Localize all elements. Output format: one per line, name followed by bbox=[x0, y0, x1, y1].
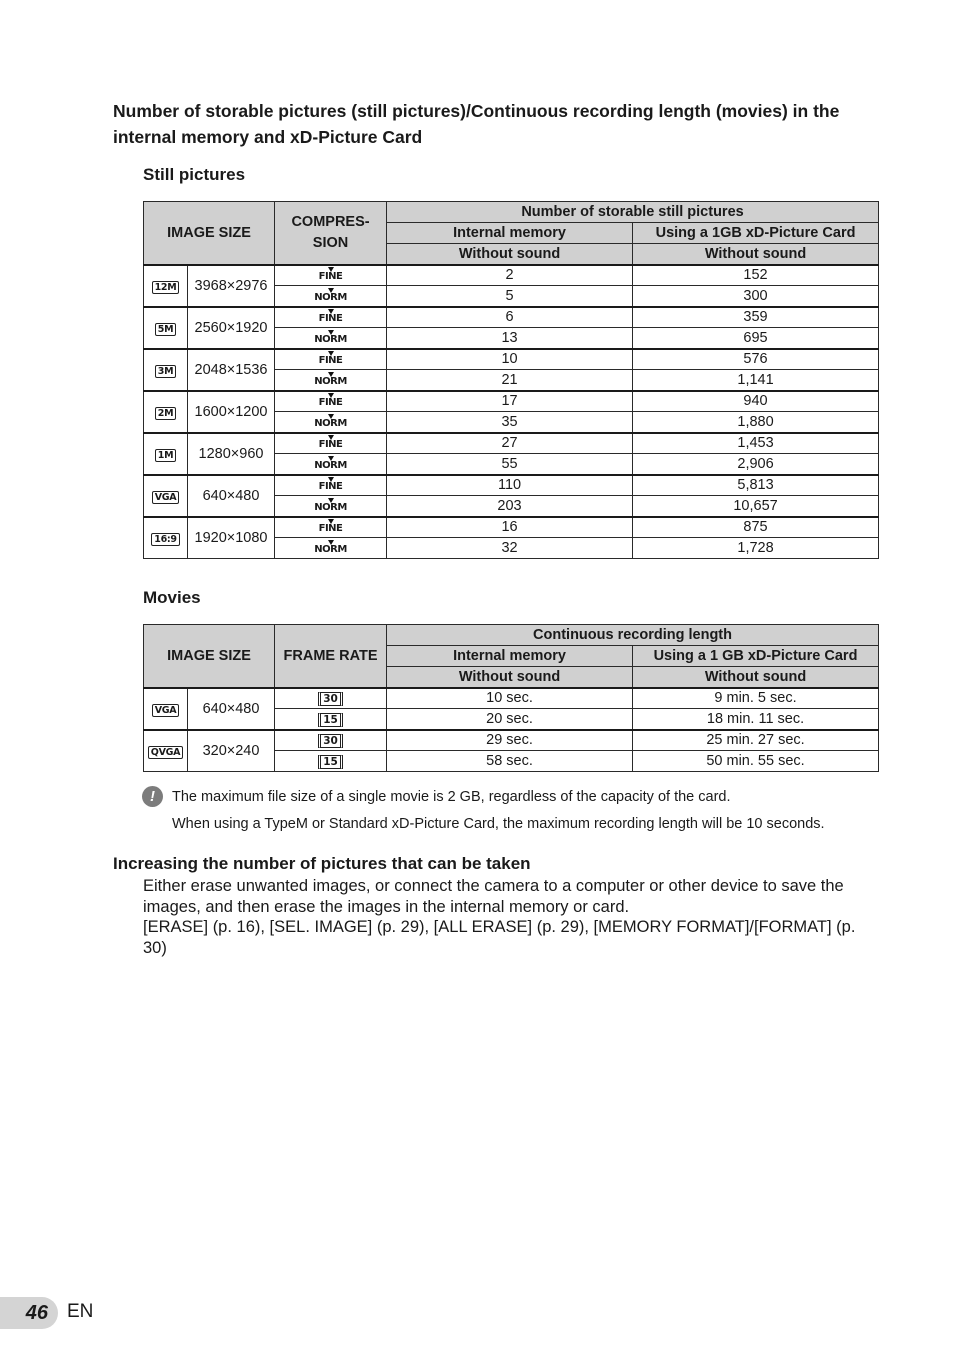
header-without-sound: Without sound bbox=[633, 244, 879, 265]
page-number: 46 bbox=[0, 1297, 58, 1329]
size-1m-icon: 1M bbox=[155, 449, 176, 462]
size-3m-icon: 3M bbox=[155, 365, 176, 378]
fine-compression-icon: FINE bbox=[319, 394, 343, 408]
normal-compression-icon: NORM bbox=[314, 415, 347, 429]
image-size-value: 640×480 bbox=[188, 688, 275, 730]
table-cell: 2 bbox=[387, 265, 633, 286]
frame-rate-30-icon: 30 bbox=[318, 692, 343, 706]
norm-icon bbox=[275, 454, 387, 475]
section-title: Increasing the number of pictures that can be taken bbox=[113, 854, 531, 873]
image-size-value: 1280×960 bbox=[188, 433, 275, 475]
table-cell: 10 bbox=[387, 349, 633, 370]
image-size-value: 2560×1920 bbox=[188, 307, 275, 349]
size-icon bbox=[144, 349, 188, 391]
table-cell: 25 min. 27 sec. bbox=[633, 730, 879, 751]
frame-rate-cell bbox=[275, 709, 387, 730]
size-icon bbox=[144, 475, 188, 517]
table-cell: 13 bbox=[387, 328, 633, 349]
fine-compression-icon: FINE bbox=[319, 478, 343, 492]
size-icon bbox=[144, 730, 188, 772]
table-row bbox=[144, 730, 879, 751]
note-line-2: When using a TypeM or Standard xD-Picture Card, the maximum recording length will be 10 seconds. bbox=[172, 816, 825, 832]
table-cell: 1,141 bbox=[633, 370, 879, 391]
table-cell: 9 min. 5 sec. bbox=[633, 688, 879, 709]
table-cell: 2,906 bbox=[633, 454, 879, 475]
size-12m-icon: 12M bbox=[152, 281, 180, 294]
header-image-size: IMAGE SIZE bbox=[144, 625, 275, 688]
table-cell: 50 min. 55 sec. bbox=[633, 751, 879, 772]
normal-compression-icon: NORM bbox=[314, 541, 347, 555]
table-cell: 16 bbox=[387, 517, 633, 538]
section-paragraph-1: Either erase unwanted images, or connect the camera to a computer or other device to save the images, and then erase the images in the internal memory or card. bbox=[143, 877, 844, 916]
header-xd-card: Using a 1 GB xD-Picture Card bbox=[633, 646, 879, 667]
table-cell: 875 bbox=[633, 517, 879, 538]
table-cell: 5,813 bbox=[633, 475, 879, 496]
norm-icon bbox=[275, 538, 387, 559]
table-row bbox=[144, 517, 879, 538]
header-without-sound: Without sound bbox=[387, 667, 633, 688]
fine-compression-icon: FINE bbox=[319, 436, 343, 450]
norm-icon bbox=[275, 286, 387, 307]
table-row bbox=[144, 265, 879, 286]
table-row bbox=[144, 433, 879, 454]
size-icon bbox=[144, 265, 188, 307]
table-row bbox=[144, 475, 879, 496]
fine-icon bbox=[275, 349, 387, 370]
norm-icon bbox=[275, 370, 387, 391]
frame-rate-cell bbox=[275, 688, 387, 709]
size-icon bbox=[144, 688, 188, 730]
fine-compression-icon: FINE bbox=[319, 520, 343, 534]
image-size-value: 1920×1080 bbox=[188, 517, 275, 559]
table-cell: 27 bbox=[387, 433, 633, 454]
table-cell: 359 bbox=[633, 307, 879, 328]
fine-icon bbox=[275, 307, 387, 328]
page-heading: Number of storable pictures (still pictures)/Continuous recording length (movies) in the internal memory and xD-Picture Card bbox=[113, 101, 840, 147]
table-cell: 18 min. 11 sec. bbox=[633, 709, 879, 730]
header-internal-memory: Internal memory bbox=[387, 223, 633, 244]
fine-icon bbox=[275, 475, 387, 496]
fine-icon bbox=[275, 391, 387, 412]
fine-compression-icon: FINE bbox=[319, 352, 343, 366]
still-pictures-title: Still pictures bbox=[143, 165, 246, 184]
header-compression-l1: COMPRES- bbox=[291, 213, 370, 230]
still-pictures-table bbox=[143, 201, 879, 559]
table-cell: 55 bbox=[387, 454, 633, 475]
frame-rate-30-icon: 30 bbox=[318, 734, 343, 748]
size-icon bbox=[144, 433, 188, 475]
table-cell: 300 bbox=[633, 286, 879, 307]
table-cell: 35 bbox=[387, 412, 633, 433]
table-row bbox=[144, 391, 879, 412]
normal-compression-icon: NORM bbox=[314, 373, 347, 387]
caution-icon: ! bbox=[142, 786, 163, 807]
movies-table bbox=[143, 624, 879, 772]
fine-icon bbox=[275, 265, 387, 286]
table-cell: 940 bbox=[633, 391, 879, 412]
table-cell: 1,880 bbox=[633, 412, 879, 433]
header-group: Number of storable still pictures bbox=[387, 202, 879, 223]
normal-compression-icon: NORM bbox=[314, 457, 347, 471]
table-cell: 58 sec. bbox=[387, 751, 633, 772]
normal-compression-icon: NORM bbox=[314, 331, 347, 345]
section-body bbox=[143, 876, 878, 958]
header-compression bbox=[275, 202, 387, 265]
table-cell: 695 bbox=[633, 328, 879, 349]
table-cell: 20 sec. bbox=[387, 709, 633, 730]
norm-icon bbox=[275, 328, 387, 349]
table-row bbox=[144, 688, 879, 709]
size-5m-icon: 5M bbox=[155, 323, 176, 336]
table-cell: 1,453 bbox=[633, 433, 879, 454]
image-size-value: 3968×2976 bbox=[188, 265, 275, 307]
norm-icon bbox=[275, 412, 387, 433]
header-image-size: IMAGE SIZE bbox=[144, 202, 275, 265]
image-size-value: 1600×1200 bbox=[188, 391, 275, 433]
size-16-9-icon: 16:9 bbox=[151, 533, 179, 546]
image-size-value: 2048×1536 bbox=[188, 349, 275, 391]
table-cell: 10 sec. bbox=[387, 688, 633, 709]
table-cell: 576 bbox=[633, 349, 879, 370]
frame-rate-cell bbox=[275, 730, 387, 751]
norm-icon bbox=[275, 496, 387, 517]
frame-rate-15-icon: 15 bbox=[318, 755, 343, 769]
frame-rate-cell bbox=[275, 751, 387, 772]
fine-compression-icon: FINE bbox=[319, 268, 343, 282]
language-label: EN bbox=[67, 1301, 94, 1322]
size-vga-icon: VGA bbox=[152, 491, 180, 504]
table-cell: 152 bbox=[633, 265, 879, 286]
frame-rate-15-icon: 15 bbox=[318, 713, 343, 727]
movies-title: Movies bbox=[143, 588, 201, 607]
table-cell: 1,728 bbox=[633, 538, 879, 559]
header-group: Continuous recording length bbox=[387, 625, 879, 646]
table-cell: 21 bbox=[387, 370, 633, 391]
size-icon bbox=[144, 307, 188, 349]
table-row bbox=[144, 307, 879, 328]
size-icon bbox=[144, 517, 188, 559]
image-size-value: 640×480 bbox=[188, 475, 275, 517]
header-xd-card: Using a 1GB xD-Picture Card bbox=[633, 223, 879, 244]
note-line-1: The maximum file size of a single movie is 2 GB, regardless of the capacity of the card. bbox=[172, 789, 731, 805]
table-cell: 110 bbox=[387, 475, 633, 496]
fine-icon bbox=[275, 517, 387, 538]
normal-compression-icon: NORM bbox=[314, 499, 347, 513]
header-internal-memory: Internal memory bbox=[387, 646, 633, 667]
size-qvga-icon: QVGA bbox=[148, 746, 183, 759]
table-cell: 10,657 bbox=[633, 496, 879, 517]
section-paragraph-2: [ERASE] (p. 16), [SEL. IMAGE] (p. 29), [ALL ERASE] (p. 29), [MEMORY FORMAT]/[FORMAT] (p. 30) bbox=[143, 918, 856, 957]
table-cell: 6 bbox=[387, 307, 633, 328]
table-row bbox=[144, 349, 879, 370]
normal-compression-icon: NORM bbox=[314, 289, 347, 303]
size-icon bbox=[144, 391, 188, 433]
table-cell: 32 bbox=[387, 538, 633, 559]
header-frame-rate: FRAME RATE bbox=[275, 625, 387, 688]
table-cell: 17 bbox=[387, 391, 633, 412]
size-2m-icon: 2M bbox=[155, 407, 176, 420]
header-compression-l2: SION bbox=[312, 234, 349, 251]
table-cell: 5 bbox=[387, 286, 633, 307]
header-without-sound: Without sound bbox=[387, 244, 633, 265]
size-vga-icon: VGA bbox=[152, 704, 180, 717]
fine-compression-icon: FINE bbox=[319, 310, 343, 324]
table-cell: 29 sec. bbox=[387, 730, 633, 751]
table-cell: 203 bbox=[387, 496, 633, 517]
header-without-sound: Without sound bbox=[633, 667, 879, 688]
image-size-value: 320×240 bbox=[188, 730, 275, 772]
fine-icon bbox=[275, 433, 387, 454]
